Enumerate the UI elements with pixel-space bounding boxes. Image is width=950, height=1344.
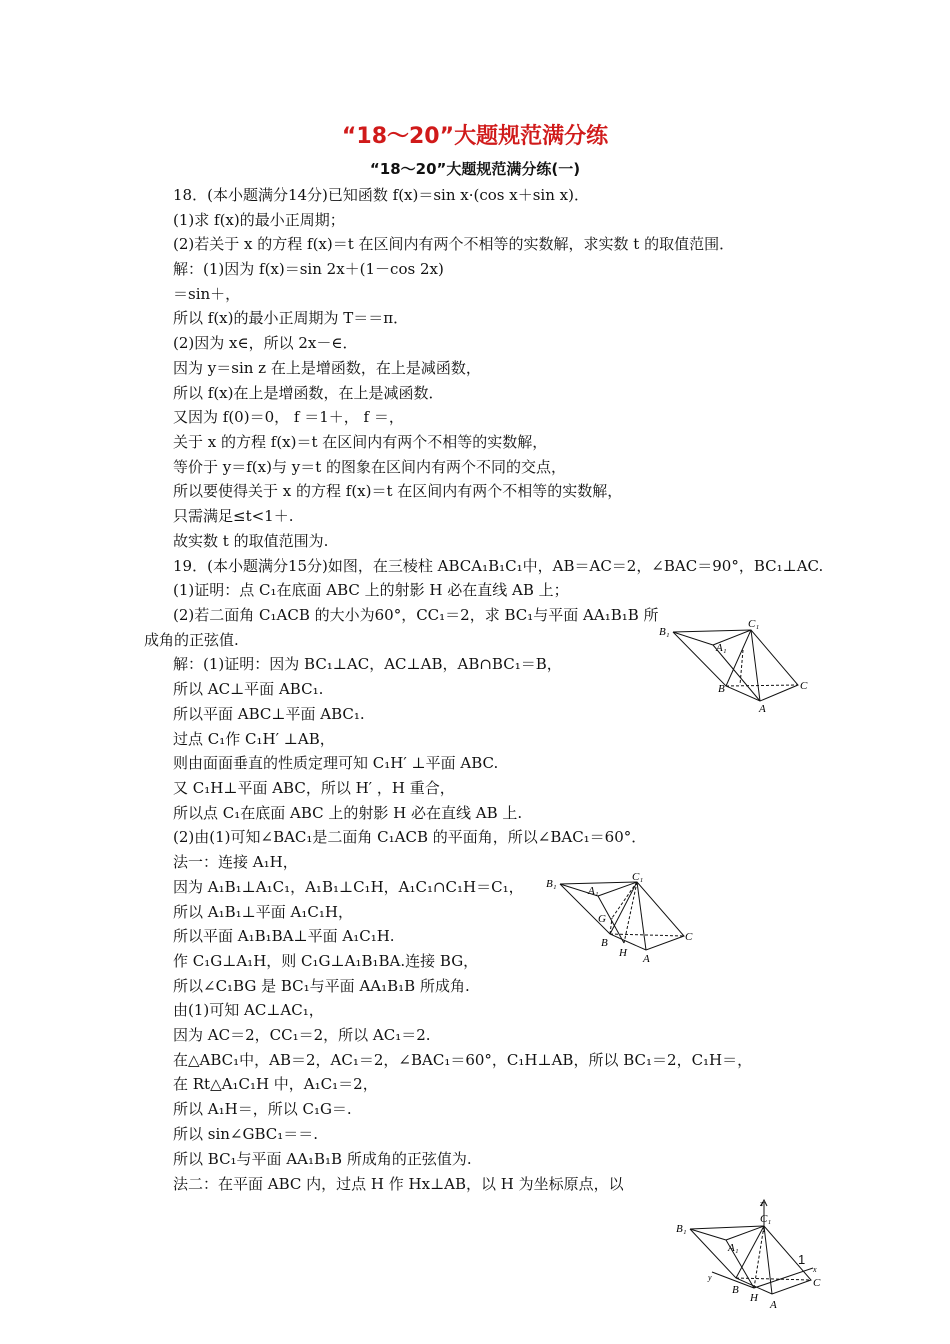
figure-label: C₁ bbox=[760, 1213, 772, 1225]
text-line: 法一：连接 A₁H， bbox=[173, 853, 298, 871]
text-line: (2)因为 x∈，所以 2x－∈． bbox=[173, 334, 358, 352]
figure-label: C bbox=[800, 680, 808, 692]
figure-label: x bbox=[813, 1265, 817, 1274]
text-line: 所以要使得关于 x 的方程 f(x)＝t 在区间内有两个不相等的实数解， bbox=[173, 482, 623, 500]
text-line: 故实数 t 的取值范围为. bbox=[173, 532, 329, 550]
text-line: 在 Rt△A₁C₁H 中，A₁C₁＝2， bbox=[173, 1075, 378, 1093]
text-line: 所以 AC⊥平面 ABC₁. bbox=[173, 680, 324, 698]
text-line: 在△ABC₁中，AB＝2，AC₁＝2，∠BAC₁＝60°，C₁H⊥AB，所以 BC₁＝2，C₁H＝， bbox=[173, 1051, 753, 1069]
figure-label: B bbox=[732, 1284, 739, 1296]
text-line: 又因为 f(0)＝0， f ＝1＋， f ＝， bbox=[173, 408, 404, 426]
page-number: 1 bbox=[798, 1252, 806, 1267]
figure-label: H bbox=[619, 947, 627, 959]
text-line: 只需满足≤t<1＋. bbox=[173, 507, 294, 525]
text-line: 所以 BC₁与平面 AA₁B₁B 所成角的正弦值为. bbox=[173, 1150, 472, 1168]
text-line: 所以平面 A₁B₁BA⊥平面 A₁C₁H. bbox=[173, 927, 395, 945]
figure-label: A₁ bbox=[588, 885, 599, 897]
text-line: 法二：在平面 ABC 内，过点 H 作 Hx⊥AB，以 H 为坐标原点，以 bbox=[173, 1175, 624, 1193]
text-line: 成角的正弦值. bbox=[144, 631, 239, 649]
text-line: 18．(本小题满分14分)已知函数 f(x)＝sin x·(cos x＋sin x)． bbox=[173, 186, 589, 204]
text-line: 所以 sin∠GBC₁＝＝. bbox=[173, 1125, 319, 1143]
figure-label: H bbox=[750, 1292, 758, 1304]
text-line: (2)若二面角 C₁ACB 的大小为60°，CC₁＝2，求 BC₁与平面 AA₁B₁B 所 bbox=[173, 606, 659, 624]
text-line: (2)由(1)可知∠BAC₁是二面角 C₁ACB 的平面角，所以∠BAC₁＝60°． bbox=[173, 828, 647, 846]
text-line: 因为 y＝sin z 在上是增函数，在上是减函数， bbox=[173, 359, 481, 377]
text-line: 所以 f(x)在上是增函数，在上是减函数． bbox=[173, 384, 444, 402]
text-line: 关于 x 的方程 f(x)＝t 在区间内有两个不相等的实数解， bbox=[173, 433, 548, 451]
figure-label: C₁ bbox=[632, 871, 644, 883]
figure-label: A₁ bbox=[728, 1242, 739, 1254]
figure-label: A bbox=[759, 703, 766, 715]
text-line: 作 C₁G⊥A₁H，则 C₁G⊥A₁B₁BA.连接 BG， bbox=[173, 952, 479, 970]
text-line: 所以点 C₁在底面 ABC 上的射影 H 必在直线 AB 上. bbox=[173, 804, 523, 822]
figure-label: C₁ bbox=[748, 618, 760, 630]
text-line: 因为 AC＝2，CC₁＝2，所以 AC₁＝2. bbox=[173, 1026, 431, 1044]
text-line: 则由面面垂直的性质定理可知 C₁H′ ⊥平面 ABC. bbox=[173, 754, 499, 772]
figure-label: A bbox=[643, 953, 650, 965]
prism-figure-2 bbox=[540, 870, 705, 965]
text-line: 所以∠C₁BG 是 BC₁与平面 AA₁B₁B 所成角. bbox=[173, 977, 470, 995]
text-line: 所以 A₁H＝，所以 C₁G＝. bbox=[173, 1100, 352, 1118]
figure-label: G bbox=[598, 913, 606, 925]
document-subtitle: “18～20”大题规范满分练(一) bbox=[369, 160, 581, 178]
text-line: 解：(1)因为 f(x)＝sin 2x＋(1－cos 2x) bbox=[173, 260, 444, 278]
figure-label: y bbox=[708, 1273, 712, 1282]
text-line: 等价于 y＝f(x)与 y＝t 的图象在区间内有两个不同的交点， bbox=[173, 458, 566, 476]
document-title: “18～20”大题规范满分练 bbox=[341, 124, 609, 149]
text-line: 所以 A₁B₁⊥平面 A₁C₁H， bbox=[173, 903, 353, 921]
figure-label: B₁ bbox=[546, 878, 557, 890]
prism-figure-1 bbox=[648, 615, 813, 715]
figure-label: B₁ bbox=[676, 1223, 687, 1235]
text-line: 解：(1)证明：因为 BC₁⊥AC，AC⊥AB，AB∩BC₁＝B， bbox=[173, 655, 562, 673]
text-line: 过点 C₁作 C₁H′ ⊥AB， bbox=[173, 730, 335, 748]
text-line: ＝sin＋， bbox=[173, 285, 241, 303]
figure-label: A₁ bbox=[716, 642, 727, 654]
text-line: 又 C₁H⊥平面 ABC，所以 H′ ，H 重合， bbox=[173, 779, 455, 797]
text-line: 所以平面 ABC⊥平面 ABC₁. bbox=[173, 705, 365, 723]
figure-label: C bbox=[685, 931, 693, 943]
text-line: 所以 f(x)的最小正周期为 T＝＝π． bbox=[173, 309, 409, 327]
text-line: 19．(本小题满分15分)如图，在三棱柱 ABCA₁B₁C₁中，AB＝AC＝2，∠BAC＝90°，BC₁⊥AC. bbox=[173, 557, 824, 575]
text-line: 由(1)可知 AC⊥AC₁， bbox=[173, 1001, 324, 1019]
text-line: (1)证明：点 C₁在底面 ABC 上的射影 H 必在直线 AB 上； bbox=[173, 581, 569, 599]
figure-label: B₁ bbox=[659, 626, 670, 638]
text-line: (1)求 f(x)的最小正周期； bbox=[173, 211, 345, 229]
figure-label: z bbox=[760, 1199, 764, 1208]
figure-label: B bbox=[718, 683, 725, 695]
text-line: 因为 A₁B₁⊥A₁C₁，A₁B₁⊥C₁H，A₁C₁∩C₁H＝C₁， bbox=[173, 878, 524, 896]
text-line: (2)若关于 x 的方程 f(x)＝t 在区间内有两个不相等的实数解，求实数 t 的取值范围． bbox=[173, 235, 735, 253]
figure-label: C bbox=[813, 1277, 821, 1289]
figure-label: A bbox=[770, 1299, 777, 1311]
figure-label: B bbox=[601, 937, 608, 949]
